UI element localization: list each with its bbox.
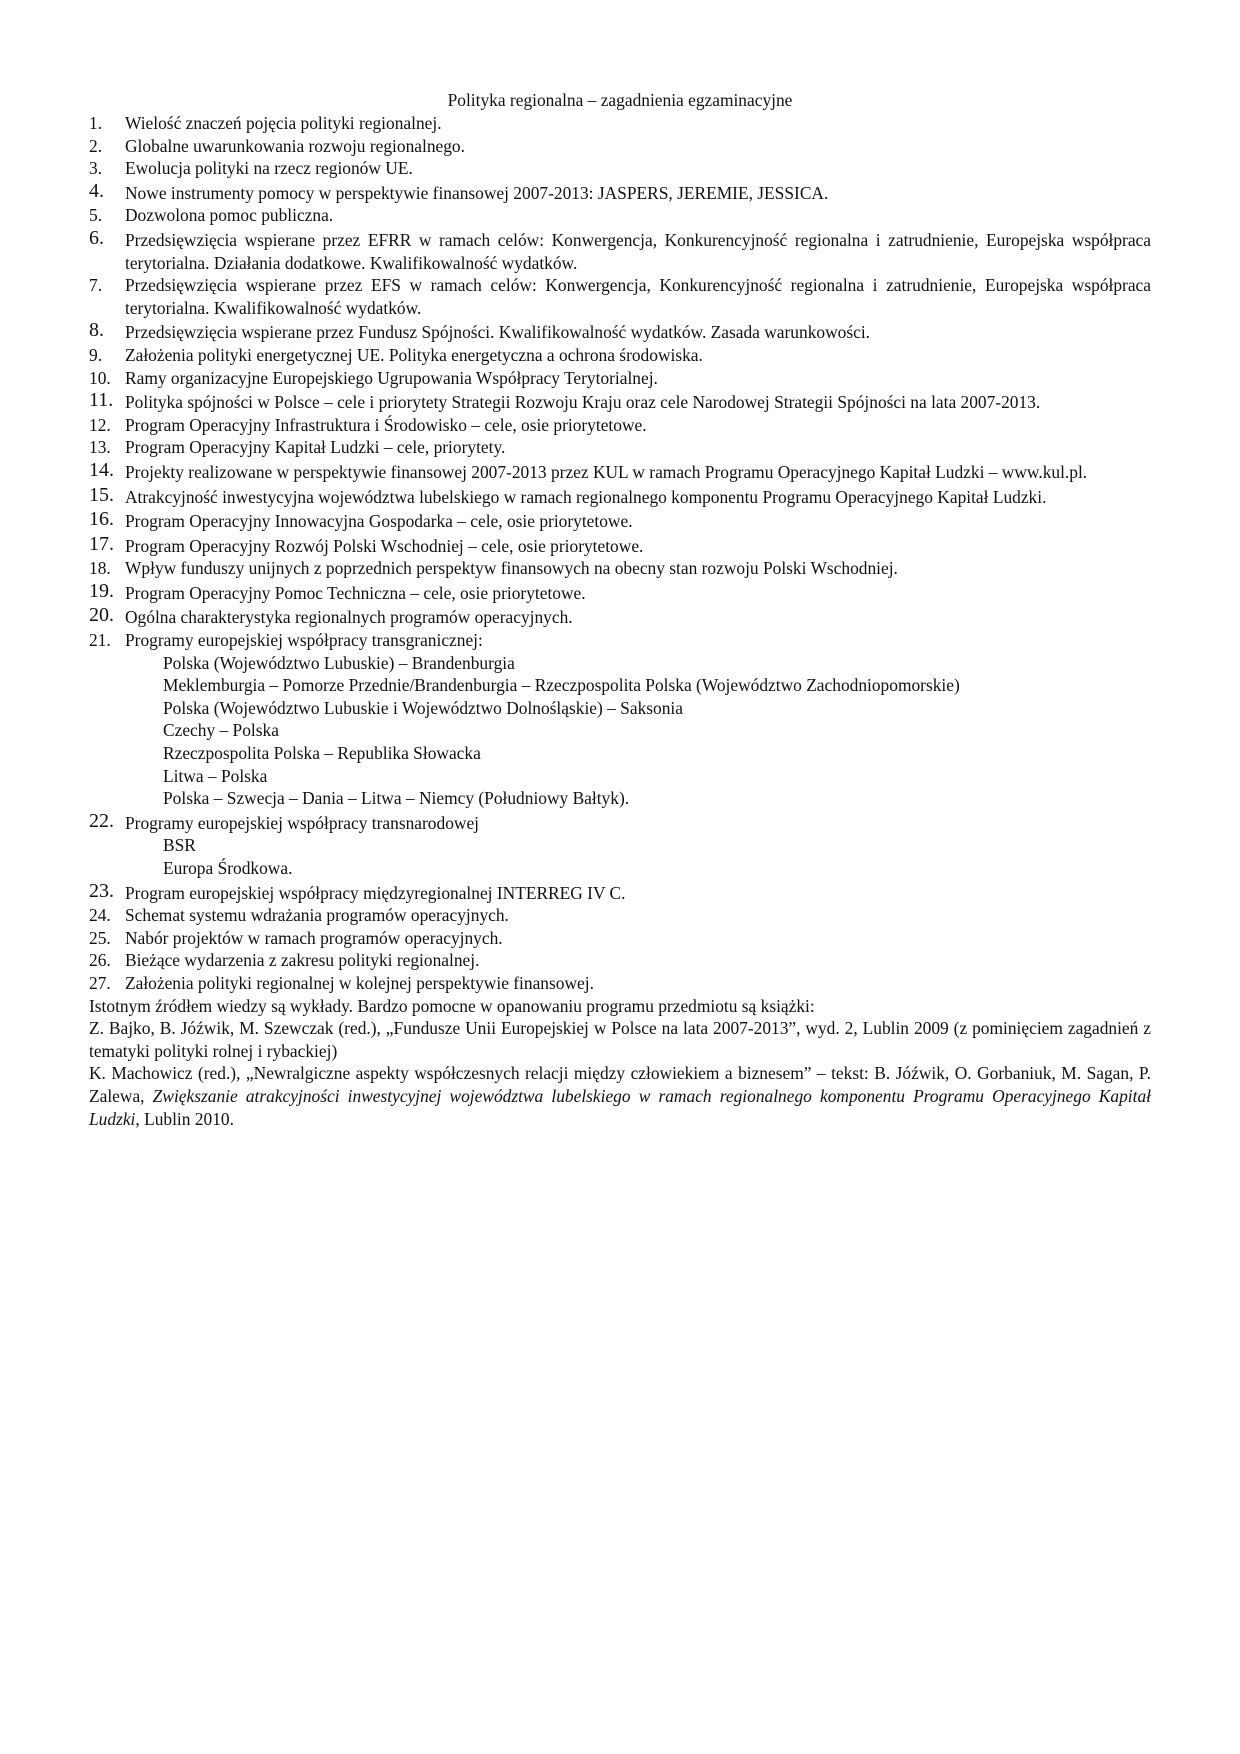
list-item xyxy=(89,580,1151,605)
list-item-number: 11. xyxy=(89,389,114,412)
list-item xyxy=(89,180,1151,205)
list-item-text: Program Operacyjny Innowacyjna Gospodarka – cele, osie priorytetowe. xyxy=(125,511,633,532)
list-item-text: Przedsięwzięcia wspierane przez Fundusz Spójności. Kwalifikowalność wydatków. Zasada warunkowości. xyxy=(125,322,871,343)
list-item xyxy=(89,344,1151,367)
list-item-text: Projekty realizowane w perspektywie finansowej 2007-2013 przez KUL w ramach Programu Operacyjnego Kapitał Ludzki – www.kul.pl. xyxy=(125,461,1088,482)
bibliography-ref-2 xyxy=(89,1062,1151,1130)
list-item-text: Wpływ funduszy unijnych z poprzednich perspektyw finansowych na obecny stan rozwoju Polski Wschodniej. xyxy=(125,558,898,579)
list-item xyxy=(89,414,1151,437)
list-item xyxy=(89,508,1151,533)
list-item-text: Programy europejskiej współpracy transnarodowej xyxy=(125,812,479,833)
list-item xyxy=(89,459,1151,484)
list-item-number: 13. xyxy=(89,437,111,458)
list-item-number: 5. xyxy=(89,205,103,226)
list-item-text: Program Operacyjny Pomoc Techniczna – cele, osie priorytetowe. xyxy=(125,582,586,603)
list-item-number: 16. xyxy=(89,508,114,531)
list-item xyxy=(89,810,1151,880)
bibliography-ref-1: Z. Bajko, B. Jóźwik, M. Szewczak (red.), „Fundusze Unii Europejskiej w Polsce na lata 2007-2013”, wyd. 2, Lublin 2009 (z pominięciem zagadnień z tematyki polityki rolnej i rybackiej) xyxy=(89,1018,1151,1061)
list-item-text: Przedsięwzięcia wspierane przez EFRR w ramach celów: Konwergencja, Konkurencyjność regionalna i zatrudnienie, Europejska współpraca terytorialna. Działania dodatkowe. Kwalifikowalność wydatków. xyxy=(125,229,1151,273)
list-item xyxy=(89,367,1151,390)
bibliography-ref-2-title: Zwiększanie atrakcyjności inwestycyjnej województwa lubelskiego w ramach regionalnego komponentu Programu Operacyjnego Kapitał Ludzki xyxy=(89,1085,1151,1129)
list-item-text: Programy europejskiej współpracy transgranicznej: xyxy=(125,630,483,651)
sub-list-item: Czechy – Polska xyxy=(163,720,279,741)
list-item-number: 8. xyxy=(89,319,104,342)
list-item xyxy=(89,204,1151,227)
list-item-number: 17. xyxy=(89,532,114,555)
list-item-number: 6. xyxy=(89,226,104,249)
list-item-text: Przedsięwzięcia wspierane przez EFS w ramach celów: Konwergencja, Konkurencyjność regionalna i zatrudnienie, Europejska współpraca terytorialna. Kwalifikowalność wydatków. xyxy=(125,275,1151,318)
sub-list xyxy=(125,834,1151,879)
sub-list-item: BSR xyxy=(163,835,196,856)
list-item-text: Atrakcyjność inwestycyjna województwa lubelskiego w ramach regionalnego komponentu Programu Operacyjnego Kapitał Ludzki. xyxy=(125,486,1047,507)
list-item xyxy=(89,533,1151,558)
list-item-text: Założenia polityki regionalnej w kolejnej perspektywie finansowej. xyxy=(125,972,594,993)
sub-list-item: Polska (Województwo Lubuskie) – Brandenburgia xyxy=(163,652,515,673)
sub-list-item: Polska (Województwo Lubuskie i Województwo Dolnośląskie) – Saksonia xyxy=(163,697,683,718)
list-item-text: Program europejskiej współpracy międzyregionalnej INTERREG IV C. xyxy=(125,882,626,903)
list-item-text: Program Operacyjny Kapitał Ludzki – cele, priorytety. xyxy=(125,437,506,458)
list-item-text: Dozwolona pomoc publiczna. xyxy=(125,205,334,226)
list-item-number: 7. xyxy=(89,275,103,296)
list-item-text: Program Operacyjny Rozwój Polski Wschodniej – cele, osie priorytetowe. xyxy=(125,535,644,556)
list-item xyxy=(89,274,1151,319)
list-item-text: Globalne uwarunkowania rozwoju regionalnego. xyxy=(125,135,465,156)
list-item xyxy=(89,927,1151,950)
sub-list-item: Litwa – Polska xyxy=(163,765,268,786)
list-item xyxy=(89,319,1151,344)
list-item-number: 19. xyxy=(89,579,114,602)
list-item-number: 18. xyxy=(89,558,111,579)
list-item xyxy=(89,972,1151,995)
bibliography-intro: Istotnym źródłem wiedzy są wykłady. Bardzo pomocne w opanowaniu programu przedmiotu są książki: xyxy=(89,995,815,1016)
list-item xyxy=(89,389,1151,414)
sub-list xyxy=(125,652,1151,810)
list-item-number: 20. xyxy=(89,604,114,627)
list-item-number: 25. xyxy=(89,927,111,948)
list-item-text: Ewolucja polityki na rzecz regionów UE. xyxy=(125,158,413,179)
list-item xyxy=(89,629,1151,810)
list-item-number: 10. xyxy=(89,367,111,388)
list-item xyxy=(89,949,1151,972)
list-item-text: Ogólna charakterystyka regionalnych programów operacyjnych. xyxy=(125,607,573,628)
bibliography-ref-2-text: K. Machowicz (red.), „Newralgiczne aspekty współczesnych relacji między człowiekiem a biznesem” – tekst: B. Jóźwik, O. Gorbaniuk, M. Sagan, P. Zalewa, xyxy=(89,1063,1151,1106)
list-item-number: 15. xyxy=(89,483,114,506)
sub-list-item: Polska – Szwecja – Dania – Litwa – Niemcy (Południowy Bałtyk). xyxy=(163,788,630,809)
list-item-number: 24. xyxy=(89,905,111,926)
list-item xyxy=(89,157,1151,180)
list-item-number: 2. xyxy=(89,135,103,156)
list-item xyxy=(89,880,1151,905)
list-item-number: 14. xyxy=(89,458,114,481)
exam-topics-list xyxy=(89,112,1151,995)
list-item-text: Polityka spójności w Polsce – cele i priorytety Strategii Rozwoju Kraju oraz cele Narodowej Strategii Spójności na lata 2007-2013. xyxy=(125,392,1041,413)
list-item-text: Bieżące wydarzenia z zakresu polityki regionalnej. xyxy=(125,950,480,971)
list-item xyxy=(89,227,1151,274)
list-item xyxy=(89,904,1151,927)
list-item-text: Schemat systemu wdrażania programów operacyjnych. xyxy=(125,905,509,926)
list-item-number: 22. xyxy=(89,809,114,832)
list-item-number: 21. xyxy=(89,630,111,651)
list-item-number: 9. xyxy=(89,344,103,365)
list-item-number: 3. xyxy=(89,158,103,179)
list-item-text: Założenia polityki energetycznej UE. Polityka energetyczna a ochrona środowiska. xyxy=(125,344,703,365)
document-content xyxy=(89,112,1151,1130)
list-item xyxy=(89,484,1151,509)
list-item-number: 12. xyxy=(89,414,111,435)
sub-list-item: Rzeczpospolita Polska – Republika Słowacka xyxy=(163,743,481,764)
list-item xyxy=(89,557,1151,580)
sub-list-item: Europa Środkowa. xyxy=(163,858,293,878)
list-item-number: 1. xyxy=(89,113,103,133)
list-item xyxy=(89,135,1151,158)
list-item-number: 23. xyxy=(89,879,114,902)
bibliography-ref-2-tail: , Lublin 2010. xyxy=(135,1108,234,1129)
list-item-text: Nabór projektów w ramach programów operacyjnych. xyxy=(125,927,503,948)
list-item-number: 27. xyxy=(89,972,111,993)
bibliography xyxy=(89,995,1151,1131)
list-item-text: Ramy organizacyjne Europejskiego Ugrupowania Współpracy Terytorialnej. xyxy=(125,367,658,388)
list-item-number: 26. xyxy=(89,950,111,971)
list-item-text: Program Operacyjny Infrastruktura i Środowisko – cele, osie priorytetowe. xyxy=(125,414,647,435)
list-item xyxy=(89,436,1151,459)
document-title: Polityka regionalna – zagadnienia egzaminacyjne xyxy=(447,90,793,110)
sub-list-item: Meklemburgia – Pomorze Przednie/Brandenburgia – Rzeczpospolita Polska (Województwo Zachodniopomorskie) xyxy=(163,675,960,696)
list-item xyxy=(89,604,1151,629)
list-item-text: Wielość znaczeń pojęcia polityki regionalnej. xyxy=(125,113,442,133)
list-item-text: Nowe instrumenty pomocy w perspektywie finansowej 2007-2013: JASPERS, JEREMIE, JESSICA. xyxy=(125,182,829,203)
list-item xyxy=(89,112,1151,135)
list-item-number: 4. xyxy=(89,179,104,202)
